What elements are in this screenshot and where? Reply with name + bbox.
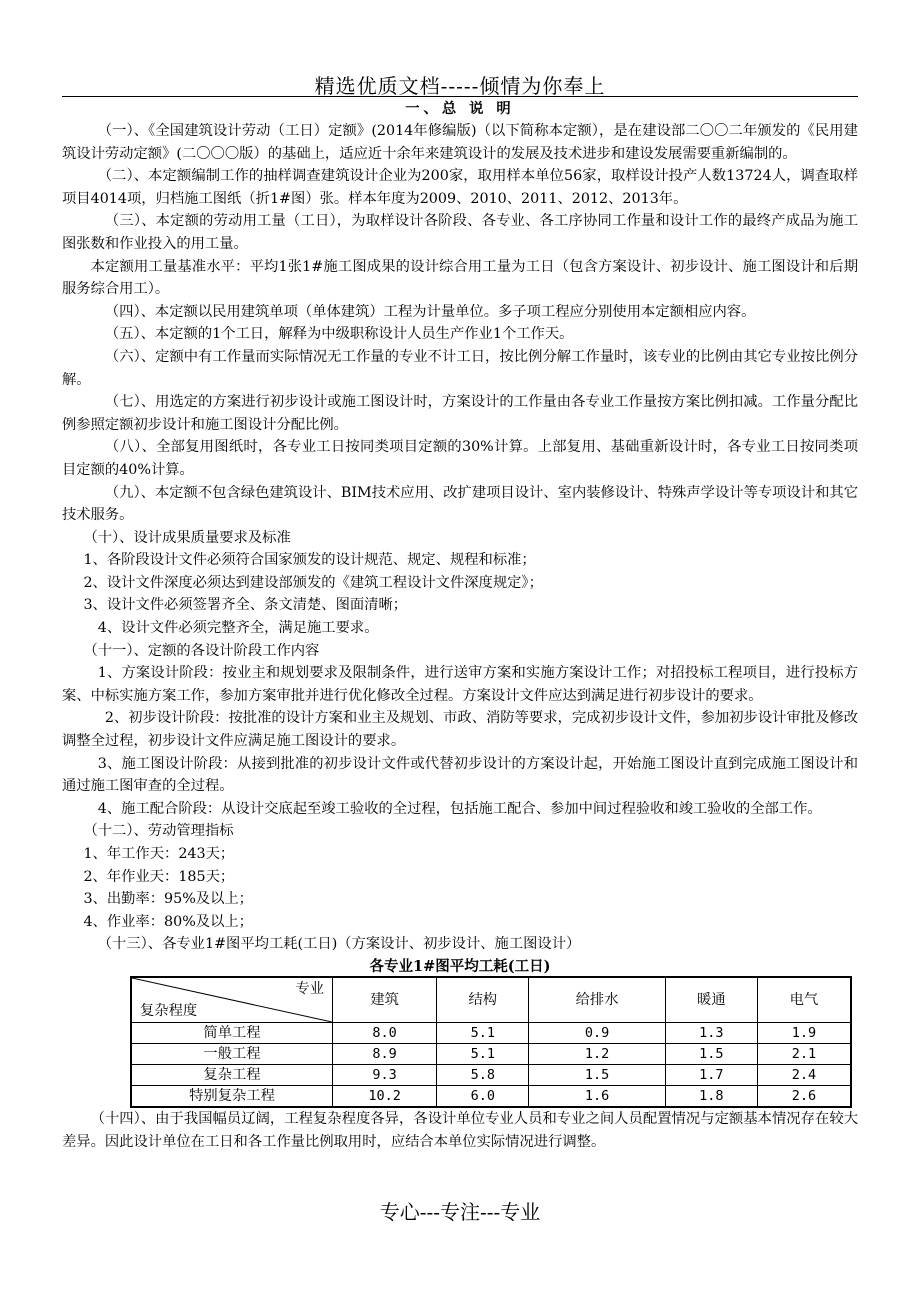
- table-cell: 2.1: [757, 1043, 851, 1064]
- table-row: [131, 1085, 851, 1107]
- list-item: 4、作业率：80%及以上；: [83, 913, 253, 930]
- paragraph: （十一）、定额的各设计阶段工作内容: [83, 642, 320, 659]
- page-footer: 专心---专注---专业: [379, 1200, 541, 1224]
- table-cell: 1.2: [529, 1043, 666, 1064]
- workload-table: [130, 976, 852, 1108]
- table-cell: 6.0: [437, 1085, 529, 1107]
- table-cell: 9.3: [333, 1064, 437, 1085]
- row-label: 简单工程: [131, 1022, 333, 1043]
- list-item: 2、年作业天：185天；: [83, 868, 235, 885]
- paragraph: （十二）、劳动管理指标: [83, 823, 234, 840]
- paragraph: （七）、用选定的方案进行初步设计或施工图设计时，方案设计的工作量由各专业工作量按方案比例扣减。工作量分配比例参照定额初步设计和施工图设计分配比例。: [62, 394, 858, 433]
- table-cell: 5.1: [437, 1022, 529, 1043]
- column-header: 建筑: [333, 977, 437, 1023]
- header-divider: [62, 96, 858, 97]
- table-corner-cell: [131, 977, 333, 1023]
- list-item: 2、设计文件深度必须达到建设部颁发的《建筑工程设计文件深度规定》；: [83, 574, 543, 591]
- list-item: 3、设计文件必须签署齐全、条文清楚、图面清晰；: [83, 597, 408, 614]
- column-header: 给排水: [529, 977, 666, 1023]
- table-cell: 1.5: [665, 1043, 757, 1064]
- table-cell: 1.6: [529, 1085, 666, 1107]
- corner-row-label: 复杂程度: [140, 1002, 198, 1019]
- table-cell: 1.7: [665, 1064, 757, 1085]
- table-cell: 2.6: [757, 1085, 851, 1107]
- paragraph: （八）、全部复用图纸时，各专业工日按同类项目定额的30%计算。上部复用、基础重新设计时，各专业工日按同类项目定额的40%计算。: [62, 439, 858, 478]
- paragraph: （四）、本定额以民用建筑单项（单体建筑）工程为计量单位。多子项工程应分别使用本定额相应内容。: [104, 303, 756, 320]
- list-item: 1、年工作天：243天；: [83, 846, 235, 862]
- table-cell: 5.8: [437, 1064, 529, 1085]
- list-item: 3、施工图设计阶段：从接到批准的初步设计文件或代替初步设计的方案设计起，开始施工图设计直到完成施工图设计和通过施工图审查的全过程。: [62, 755, 858, 795]
- table-caption: 各专业1#图平均工耗(工日): [369, 957, 551, 975]
- table-cell: 2.4: [757, 1064, 851, 1085]
- paragraph: （五）、本定额的1个工日，解释为中级职称设计人员生产作业1个工作天。: [104, 326, 574, 343]
- paragraph: 本定额用工量基准水平：平均1张1#施工图成果的设计综合用工量为工日（包含方案设计、初步设计、施工图设计和后期服务综合用工）。: [62, 258, 858, 298]
- list-item: 1、各阶段设计文件必须符合国家颁发的设计规范、规定、规程和标准；: [83, 552, 536, 569]
- column-header: 结构: [437, 977, 529, 1023]
- table-row: [131, 1064, 851, 1085]
- table-cell: 5.1: [437, 1043, 529, 1064]
- table-row: [131, 1043, 851, 1064]
- table-cell: 8.9: [333, 1043, 437, 1064]
- section-title: 一、总 说 明: [405, 101, 515, 117]
- paragraph: （九）、本定额不包含绿色建筑设计、BIM技术应用、改扩建项目设计、室内装修设计、特殊声学设计等专项设计和其它技术服务。: [62, 484, 858, 524]
- table-cell: 1.5: [529, 1064, 666, 1085]
- paragraph: （十三）、各专业1#图平均工耗(工日)（方案设计、初步设计、施工图设计）: [97, 936, 581, 953]
- list-item: 3、出勤率：95%及以上；: [83, 891, 253, 908]
- paragraph: （十）、设计成果质量要求及标准: [83, 529, 291, 546]
- row-label: 复杂工程: [131, 1064, 333, 1085]
- list-item: 4、设计文件必须完整齐全，满足施工要求。: [97, 620, 379, 637]
- table-cell: 1.8: [665, 1085, 757, 1107]
- closing-paragraph: （十四）、由于我国幅员辽阔，工程复杂程度各异，各设计单位专业人员和专业之间人员配置情况与定额基本情况存在较大差异。因此设计单位在工日和各工作量比例取用时，应结合本单位实际情况进行调整。: [62, 1110, 858, 1150]
- table-cell: 1.3: [665, 1022, 757, 1043]
- page-header: 精选优质文档-----倾情为你奉上: [314, 74, 606, 98]
- table-cell: 8.0: [333, 1022, 437, 1043]
- table-cell: 0.9: [529, 1022, 666, 1043]
- list-item: 1、方案设计阶段：按业主和规划要求及限制条件，进行送审方案和实施方案设计工作；对招投标工程项目，进行投标方案、中标实施方案工作，参加方案审批并进行优化修改全过程。方案设计文件应达到满足进行初步设计的要求。: [62, 665, 858, 704]
- row-label: 一般工程: [131, 1043, 333, 1064]
- table-cell: 1.9: [757, 1022, 851, 1043]
- column-header: 暖通: [665, 977, 757, 1023]
- paragraph: （三）、本定额的劳动用工量（工日），为取样设计各阶段、各专业、各工序协同工作量和设计工作的最终产成品为施工图张数和作业投入的用工量。: [62, 213, 858, 252]
- table-header-row: [131, 977, 851, 1023]
- table-cell: 10.2: [333, 1085, 437, 1107]
- list-item: 2、初步设计阶段：按批准的设计方案和业主及规划、市政、消防等要求，完成初步设计文件，参加初步设计审批及修改调整全过程，初步设计文件应满足施工图设计的要求。: [62, 710, 858, 750]
- paragraph: （一）、《全国建筑设计劳动（工日）定额》(2014年修编版)（以下简称本定额），是在建设部二〇〇二年颁发的《民用建筑设计劳动定额》(二〇〇〇版）的基础上，适应近十余年来建筑设计的发展及技术进步和建设发展需要重新编制的。: [62, 123, 858, 162]
- document-body: [62, 98, 858, 1153]
- paragraph: （二）、本定额编制工作的抽样调查建筑设计企业为200家，取用样本单位56家，取样设计投产人数13724人，调查取样项目4014项，归档施工图纸（折1#图）张。样本年度为2009、2010、2011、2012、2013年。: [62, 168, 858, 207]
- table-row: [131, 1022, 851, 1043]
- row-label: 特别复杂工程: [131, 1085, 333, 1107]
- paragraph: （六）、定额中有工作量而实际情况无工作量的专业不计工日，按比例分解工作量时，该专业的比例由其它专业按比例分解。: [62, 348, 858, 388]
- column-header: 电气: [757, 977, 851, 1023]
- corner-column-label: 专业: [295, 980, 324, 997]
- list-item: 4、施工配合阶段：从设计交底起至竣工验收的全过程，包括施工配合、参加中间过程验收和竣工验收的全部工作。: [97, 800, 822, 817]
